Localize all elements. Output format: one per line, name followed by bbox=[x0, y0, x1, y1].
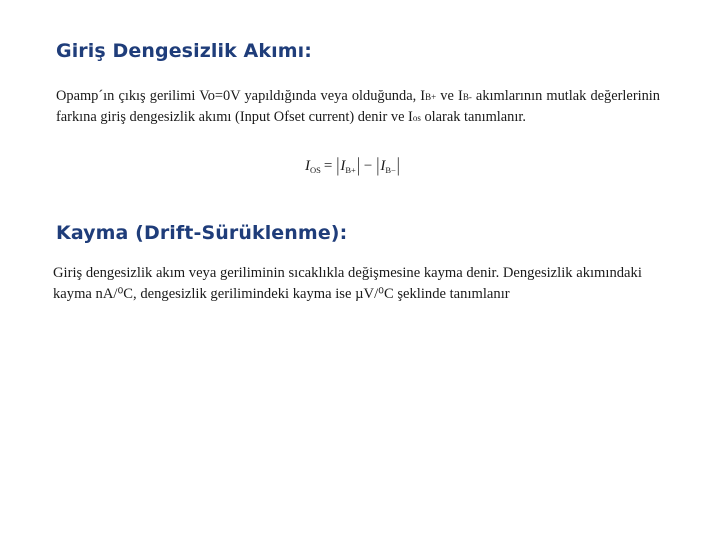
paragraph-text: akımlarının mutlak değerlerinin farkına giriş dengesizlik akımı (Input Ofset current) denir ve I bbox=[56, 88, 661, 125]
subscript-os: os bbox=[412, 113, 421, 123]
paragraph-text: Opamp´ın çıkış gerilimi Vo=0V yapıldığında veya olduğunda, I bbox=[56, 88, 426, 104]
offset-current-formula bbox=[305, 155, 401, 177]
paragraph-text: olarak tanımlanır. bbox=[420, 109, 526, 125]
paragraph-drift: Giriş dengesizlik akım veya geriliminin sıcaklıkla değişmesine kayma denir. Dengesizlik akımındaki kayma nA/⁰C, dengesizlik gerilimindeki kayma ise µV/⁰C şeklinde tanımlanır bbox=[53, 265, 642, 302]
abs-bar: | bbox=[356, 155, 360, 177]
section-heading-drift: Kayma (Drift-Sürüklenme): bbox=[56, 222, 348, 244]
formula-equals: = bbox=[323, 158, 333, 174]
subscript-b-minus: B- bbox=[462, 92, 472, 102]
paragraph-input-offset-current bbox=[56, 86, 660, 128]
abs-bar: | bbox=[376, 155, 380, 177]
formula-lhs: I bbox=[305, 158, 310, 174]
formula-minus: − bbox=[363, 158, 373, 174]
abs-bar: | bbox=[336, 155, 340, 177]
subscript-b-plus: B+ bbox=[425, 92, 437, 102]
paragraph-text: ve I bbox=[436, 88, 463, 104]
abs-bar: | bbox=[396, 155, 400, 177]
section-heading-input-offset-current: Giriş Dengesizlik Akımı: bbox=[56, 40, 312, 62]
formula-term1: I bbox=[340, 158, 346, 174]
formula-term2: I bbox=[380, 158, 386, 174]
formula-term1-subscript: B+ bbox=[345, 165, 356, 175]
formula-term2-subscript: B− bbox=[385, 165, 396, 175]
formula-lhs-subscript: OS bbox=[310, 165, 321, 175]
